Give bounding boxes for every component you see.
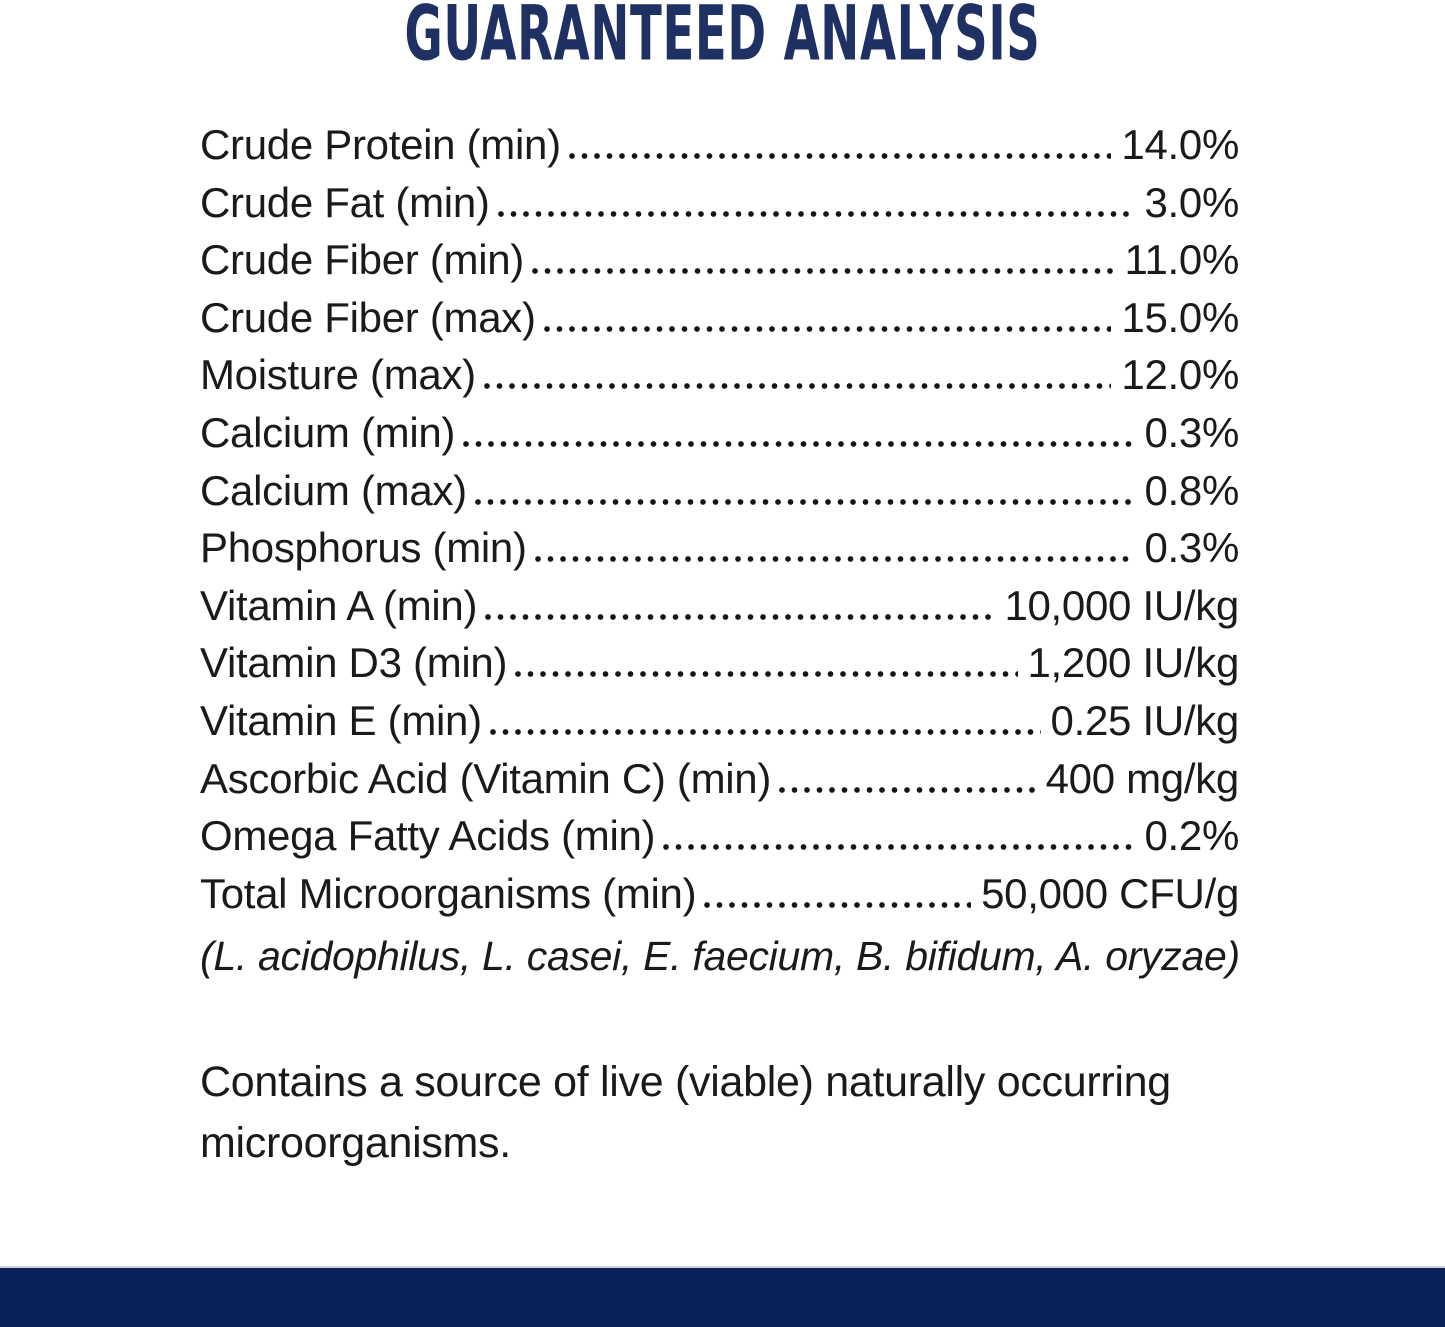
analysis-row (200, 409, 1239, 467)
dot-leader (544, 326, 1112, 332)
analysis-label: Crude Fiber (min) (200, 236, 524, 284)
dot-leader (532, 268, 1115, 274)
note-line: microorganisms. (200, 1119, 511, 1167)
page-title: GUARANTEED ANALYSIS (404, 0, 1041, 78)
analysis-row (200, 351, 1239, 409)
analysis-value: 14.0% (1121, 121, 1239, 168)
analysis-row (200, 179, 1239, 237)
analysis-label: Vitamin D3 (min) (200, 639, 508, 687)
dot-leader (498, 211, 1135, 217)
analysis-label: Calcium (min) (200, 408, 456, 456)
analysis-label: Phosphorus (min) (200, 524, 527, 572)
analysis-row (200, 755, 1239, 813)
analysis-label: Total Microorganisms (min) (200, 869, 697, 917)
dot-leader (515, 671, 1017, 677)
analysis-value: 0.3% (1144, 408, 1239, 456)
microorganism-species-note: (L. acidophilus, L. casei, E. faecium, B. bifidum, A. oryzae) (200, 933, 1240, 980)
analysis-label: Moisture (max) (200, 351, 476, 399)
analysis-value: 50,000 CFU/g (981, 869, 1239, 917)
analysis-row (200, 294, 1239, 352)
dot-leader (779, 787, 1036, 793)
dot-leader (704, 902, 971, 908)
live-microorganisms-note (200, 1052, 1320, 1174)
analysis-value: 400 mg/kg (1045, 754, 1239, 802)
analysis-row (200, 639, 1239, 697)
dot-leader (663, 844, 1134, 850)
dot-leader (475, 499, 1135, 505)
analysis-value: 0.8% (1144, 466, 1239, 514)
footer-bar (0, 1266, 1445, 1327)
analysis-value: 12.0% (1121, 351, 1239, 399)
analysis-value: 10,000 IU/kg (1004, 581, 1239, 629)
dot-leader (569, 153, 1112, 159)
analysis-value: 11.0% (1124, 236, 1239, 284)
analysis-row (200, 582, 1239, 640)
dot-leader (463, 441, 1134, 447)
analysis-row (200, 467, 1239, 525)
analysis-table (200, 121, 1239, 980)
dot-leader (484, 383, 1112, 389)
analysis-value: 0.3% (1144, 524, 1239, 572)
analysis-row (200, 121, 1239, 179)
analysis-value: 15.0% (1121, 293, 1239, 341)
analysis-value: 0.25 IU/kg (1050, 696, 1239, 744)
analysis-row (200, 236, 1239, 294)
analysis-label: Crude Fiber (max) (200, 293, 536, 341)
analysis-label: Omega Fatty Acids (min) (200, 812, 656, 860)
analysis-value: 3.0% (1144, 178, 1239, 226)
analysis-value: 1,200 IU/kg (1027, 639, 1239, 687)
analysis-row (200, 870, 1239, 928)
analysis-row (200, 812, 1239, 870)
analysis-label: Vitamin A (min) (200, 581, 478, 629)
dot-leader (485, 614, 994, 620)
analysis-label: Calcium (max) (200, 466, 467, 514)
analysis-value: 0.2% (1144, 812, 1239, 860)
dot-leader (535, 556, 1135, 562)
analysis-row (200, 524, 1239, 582)
analysis-label: Crude Fat (min) (200, 178, 490, 226)
dot-leader (490, 729, 1041, 735)
analysis-row (200, 697, 1239, 755)
analysis-label: Vitamin E (min) (200, 696, 482, 744)
note-line: Contains a source of live (viable) naturally occurring (200, 1058, 1171, 1106)
analysis-label: Ascorbic Acid (Vitamin C) (min) (200, 754, 772, 802)
analysis-label: Crude Protein (min) (200, 121, 561, 168)
